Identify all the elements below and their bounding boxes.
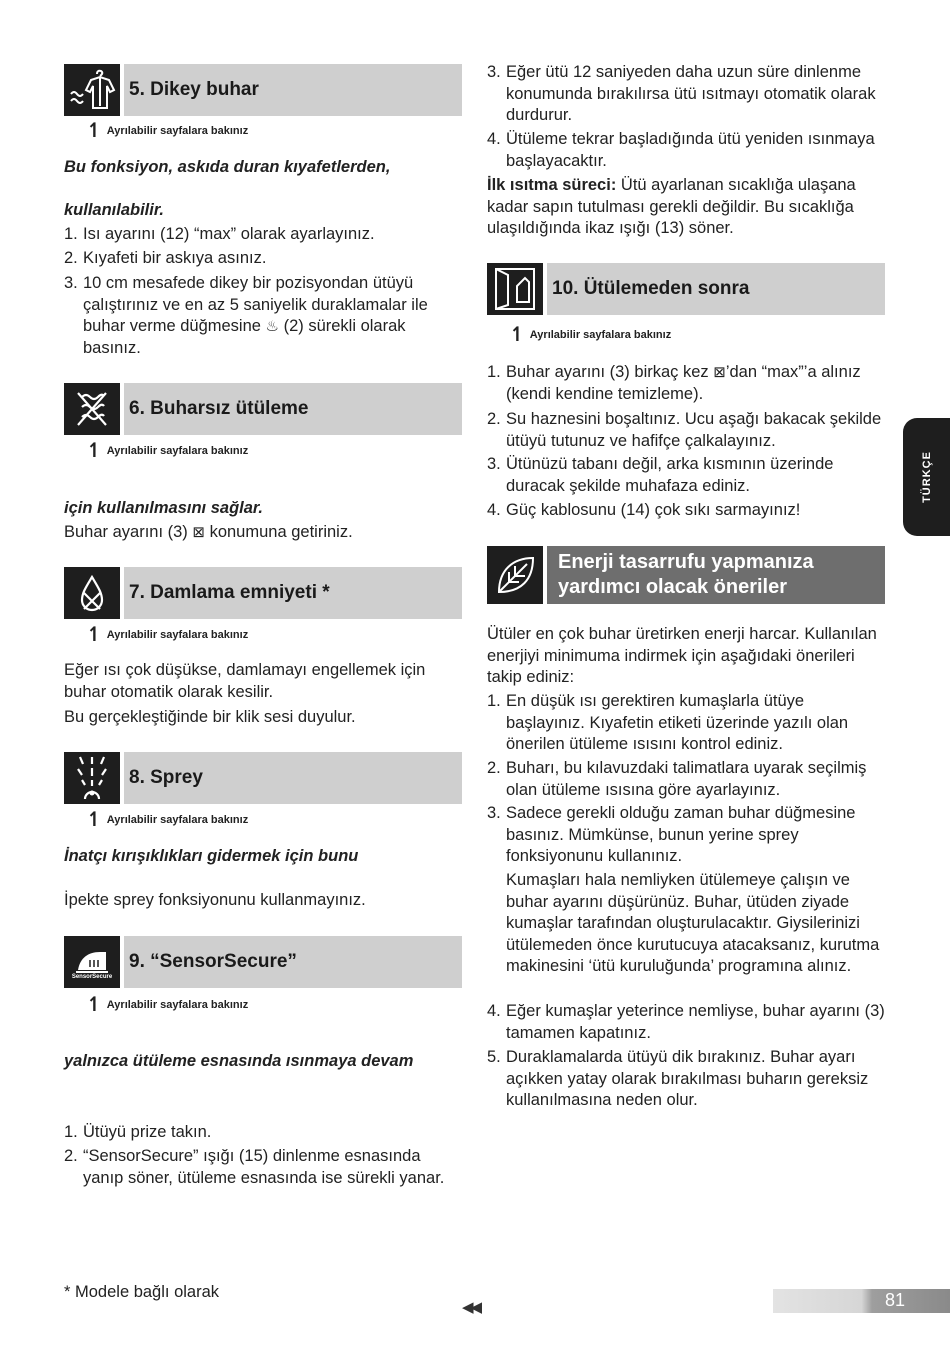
see-foldout-note: ↿ Ayrılabilir sayfalara bakınız <box>86 809 249 831</box>
see-foldout-note: ↿ Ayrılabilir sayfalara bakınız <box>509 324 672 346</box>
arrow-up-icon: ↿ <box>86 120 103 142</box>
footnote: * Modele bağlı olarak <box>64 1283 220 1301</box>
energy-intro: Ütüler en çok buhar üretirken enerji harcar. Kullanılan enerjiyi minimuma indirmek için aşağıdaki önerileri takip ediniz: <box>487 625 877 686</box>
section-7-title: 7. Damlama emniyeti * <box>124 567 462 619</box>
section-6-text: Buhar ayarını (3) ⊠ konumuna getiriniz. <box>64 523 353 541</box>
arrow-up-icon: ↿ <box>86 624 103 646</box>
no-steam-symbol-icon: ⊠ <box>192 524 205 541</box>
section-5-intro: Bu fonksiyon, askıda duran kıyafetlerden, <box>64 158 391 176</box>
section-9-header <box>64 936 462 988</box>
storage-cabinet-icon <box>487 263 543 315</box>
see-foldout-note: ↿ Ayrılabilir sayfalara bakınız <box>86 440 249 462</box>
section-8-header <box>64 752 462 804</box>
list-item: 5. Duraklamalarda ütüyü dik bırakınız. Buhar ayarı açıkken yatay olarak bırakılması buharın gereksiz kullanılmasına neden olur. <box>487 1048 869 1109</box>
back-nav-icon[interactable]: ◀◀ <box>462 1299 480 1316</box>
list-item: 1. En düşük ısı gerektiren kumaşlarla ütüye başlayınız. Kıyafetin etiketi üzerinde yazılı olan önerilen ütüleme ısısını kontrol ediniz. <box>487 692 849 753</box>
list-item: 3. Ütünüzü tabanı değil, arka kısmının üzerinde duracak şekilde muhafaza ediniz. <box>487 455 834 495</box>
list-item: 4. Eğer kumaşlar yeterince nemliyse, buhar ayarını (3) tamamen kapatınız. <box>487 1002 885 1042</box>
list-item: 3. Sadece gerekli olduğu zaman buhar düğmesine basınız. Mümkünse, bunun yerine sprey fonksiyonunu kullanınız. <box>487 804 856 865</box>
anti-drip-icon <box>64 567 120 619</box>
arrow-up-icon: ↿ <box>509 324 526 346</box>
sensor-secure-icon: SensorSecure <box>64 936 120 988</box>
list-item: Kumaşları hala nemliyken ütülemeye çalışın ve buhar ayarını düşürünüz. Buhar, ütüden ziyade kumaşlar tarafından oluşturulacaktır. Giysilerinizi ütülemeden önce kurutucuya atacaksanız, kurutma makinesini ‘ütü kuruluğunda’ programına alınız. <box>506 871 880 975</box>
section-7-paragraph-1: Eğer ısı çok düşükse, damlamayı engellemek için buhar otomatik olarak kesilir. <box>64 661 426 701</box>
section-5-header <box>64 64 462 116</box>
arrow-up-icon: ↿ <box>86 994 103 1016</box>
spray-icon <box>64 752 120 804</box>
list-item: 3. Eğer ütü 12 saniyeden daha uzun süre dinlenme konumunda bırakılırsa ütü ısıtmayı otomatik olarak durdurur. <box>487 63 876 124</box>
list-item: 1. Isı ayarını (12) “max” olarak ayarlayınız. <box>64 225 375 243</box>
section-10-title: 10. Ütülemeden sonra <box>547 263 885 315</box>
section-9-title: 9. “SensorSecure” <box>124 936 462 988</box>
list-item: 1. Ütüyü prize takın. <box>64 1123 212 1141</box>
language-tab: TÜRKÇE <box>903 418 950 536</box>
energy-section-header <box>487 546 885 604</box>
section-8-paragraph: İpekte sprey fonksiyonunu kullanmayınız. <box>64 891 366 909</box>
section-10-header <box>487 263 885 315</box>
initial-heating-paragraph: İlk ısıtma süreci: Ütü ayarlanan sıcaklığa ulaşana kadar sapın tutulması gerekli değildir. Bu sıcaklığa ulaşıldığında ikaz ışığı (13) söner. <box>487 176 856 237</box>
list-item: 2. Buharı, bu kılavuzdaki talimatlara uyarak seçilmiş olan ütüleme ısısına göre ayarlayınız. <box>487 759 867 799</box>
energy-section-title: Enerji tasarrufu yapmanıza yardımcı olacak öneriler <box>547 546 885 604</box>
steam-button-icon: ♨ <box>265 318 279 335</box>
list-item: 3. 10 cm mesafede dikey bir pozisyondan ütüyü çalıştırınız ve en az 5 saniyelik duraklamalar ile buhar verme düğmesine ♨ (2) sürekli olarak basınız. <box>64 274 428 357</box>
see-foldout-note: ↿ Ayrılabilir sayfalara bakınız <box>86 994 249 1016</box>
section-5-intro-2: kullanılabilir. <box>64 201 164 219</box>
see-foldout-note: ↿ Ayrılabilir sayfalara bakınız <box>86 120 249 142</box>
list-item: 2. “SensorSecure” ışığı (15) dinlenme esnasında yanıp söner, ütüleme esnasında ise sürekli yanar. <box>64 1147 445 1187</box>
page-number: 81 <box>885 1290 906 1310</box>
list-item: 1. Buhar ayarını (3) birkaç kez ⊠’dan “max”’a alınız (kendi kendine temizleme). <box>487 363 861 403</box>
list-item: 2. Su haznesini boşaltınız. Ucu aşağı bakacak şekilde ütüyü tutunuz ve hafifçe çalkalayınız. <box>487 410 882 450</box>
section-7-header <box>64 567 462 619</box>
list-item: 4. Ütüleme tekrar başladığında ütü yeniden ısınmaya başlayacaktır. <box>487 130 875 170</box>
page-number-bar <box>773 1289 950 1313</box>
list-item: 4. Güç kablosunu (14) çok sıkı sarmayınız! <box>487 501 801 519</box>
section-6-title: 6. Buharsız ütüleme <box>124 383 462 435</box>
leaf-icon <box>487 546 543 604</box>
section-9-intro: yalnızca ütüleme esnasında ısınmaya devam <box>64 1052 414 1070</box>
dry-ironing-icon <box>64 383 120 435</box>
vertical-steam-icon <box>64 64 120 116</box>
see-foldout-note: ↿ Ayrılabilir sayfalara bakınız <box>86 624 249 646</box>
section-5-title: 5. Dikey buhar <box>124 64 462 116</box>
section-8-intro: İnatçı kırışıklıkları gidermek için bunu <box>64 847 359 865</box>
arrow-up-icon: ↿ <box>86 440 103 462</box>
arrow-up-icon: ↿ <box>86 809 103 831</box>
section-6-intro: için kullanılmasını sağlar. <box>64 499 263 517</box>
initial-heating-label: İlk ısıtma süreci: <box>487 176 617 194</box>
section-8-title: 8. Sprey <box>124 752 462 804</box>
section-7-paragraph-2: Bu gerçekleştiğinde bir klik sesi duyulur. <box>64 708 356 726</box>
no-steam-symbol-icon: ⊠ <box>713 364 726 381</box>
section-6-header <box>64 383 462 435</box>
list-item: 2. Kıyafeti bir askıya asınız. <box>64 249 267 267</box>
